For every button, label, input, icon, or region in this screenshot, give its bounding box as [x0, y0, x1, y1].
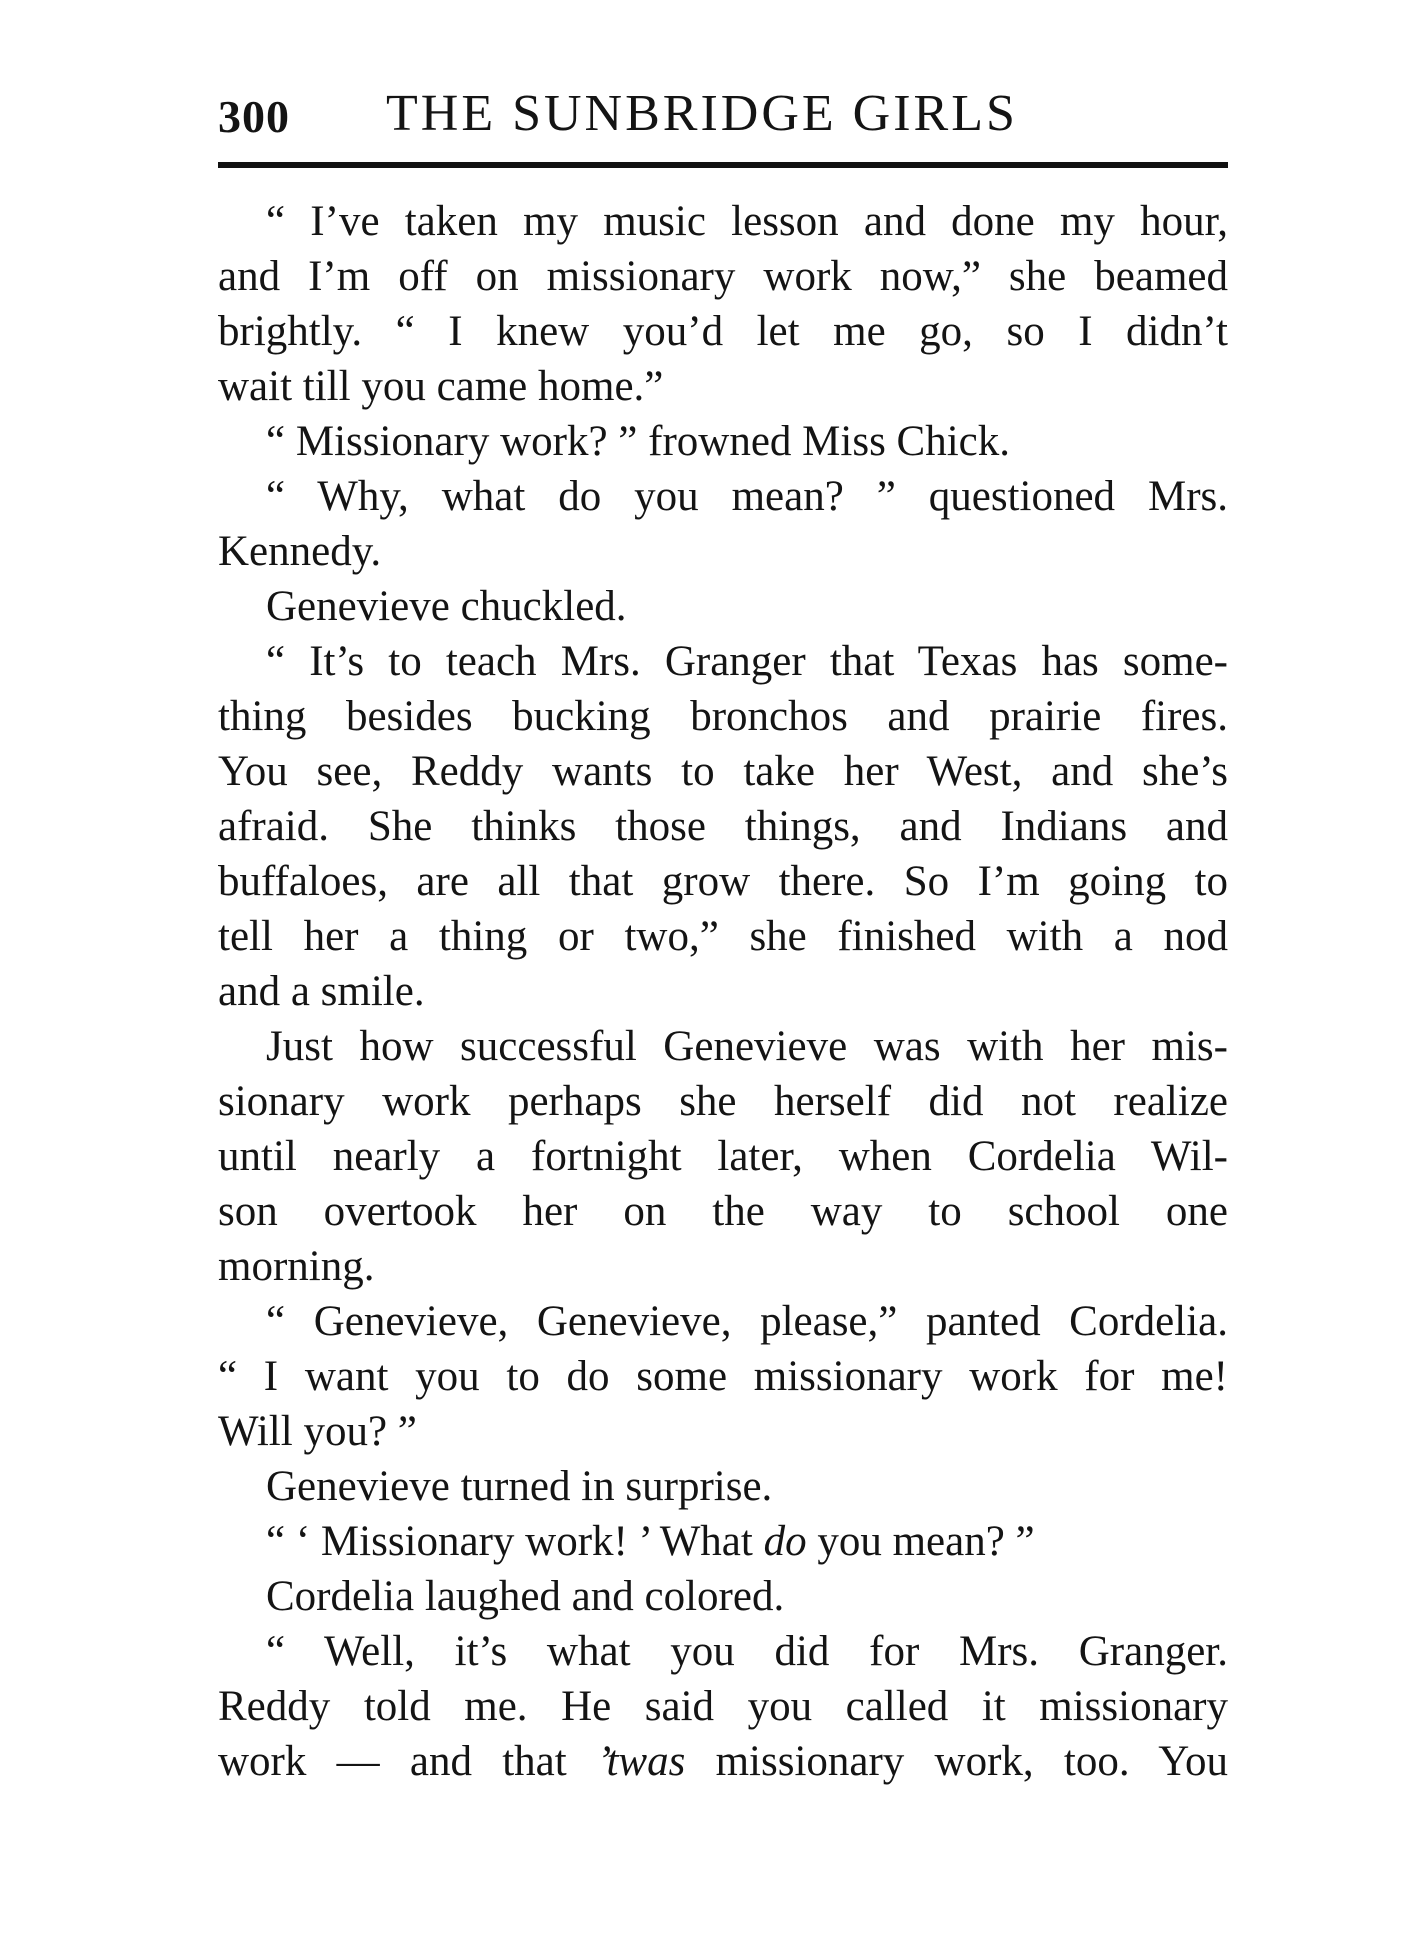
text-line: Reddy told me. He said you called it missionary [218, 1683, 1228, 1730]
text-line: brightly. “ I knew you’d let me go, so I didn’t [218, 308, 1228, 355]
text-line: and I’m off on missionary work now,” she beamed [218, 253, 1228, 300]
text-line: afraid. She thinks those things, and Indians and [218, 803, 1228, 850]
text-line: “ Genevieve, Genevieve, please,” panted Cordelia. [266, 1298, 1228, 1345]
text-line: tell her a thing or two,” she finished with a nod [218, 913, 1228, 960]
text-line: “ It’s to teach Mrs. Granger that Texas has some- [266, 638, 1228, 685]
text-line [218, 1514, 1228, 1569]
text-line: son overtook her on the way to school one [218, 1188, 1228, 1235]
italic-text: do [763, 1518, 807, 1565]
text-line: Just how successful Genevieve was with her mis- [266, 1023, 1228, 1070]
running-title: THE SUNBRIDGE GIRLS [386, 85, 1018, 142]
text-line: “ I want you to do some missionary work for me! [218, 1353, 1228, 1400]
text-line: Kennedy. [218, 528, 382, 575]
text-segment: you mean? ” [806, 1518, 1035, 1565]
page-number: 300 [218, 91, 290, 142]
text-line: Will you? ” [218, 1408, 417, 1455]
text-line: “ Missionary work? ” frowned Miss Chick. [266, 418, 1011, 465]
text-line: “ Well, it’s what you did for Mrs. Granger. [266, 1628, 1228, 1675]
text-line: buffaloes, are all that grow there. So I’m going to [218, 858, 1228, 905]
text-line: sionary work perhaps she herself did not realize [218, 1078, 1228, 1125]
text-line: wait till you came home.” [218, 363, 664, 410]
text-segment: work — and that [218, 1738, 597, 1785]
text-line: thing besides bucking bronchos and prairie fires. [218, 693, 1228, 740]
text-line: “ I’ve taken my music lesson and done my hour, [266, 198, 1228, 245]
body-text [218, 194, 1228, 1789]
page-header [218, 84, 1228, 154]
text-line [218, 1734, 1228, 1789]
text-line: “ Why, what do you mean? ” questioned Mrs. [266, 473, 1228, 520]
text-segment: “ ‘ Missionary work! ’ What [266, 1518, 764, 1565]
text-line: You see, Reddy wants to take her West, and she’s [218, 748, 1228, 795]
italic-text: ’twas [596, 1738, 686, 1785]
text-line: Genevieve turned in surprise. [266, 1463, 773, 1510]
text-segment: missionary work, too. You [685, 1738, 1228, 1785]
text-line: Cordelia laughed and colored. [266, 1573, 785, 1620]
text-line: and a smile. [218, 968, 425, 1015]
text-line: until nearly a fortnight later, when Cordelia Wil- [218, 1133, 1228, 1180]
text-line: morning. [218, 1243, 375, 1290]
text-line: Genevieve chuckled. [266, 583, 627, 630]
header-rule [218, 162, 1228, 168]
